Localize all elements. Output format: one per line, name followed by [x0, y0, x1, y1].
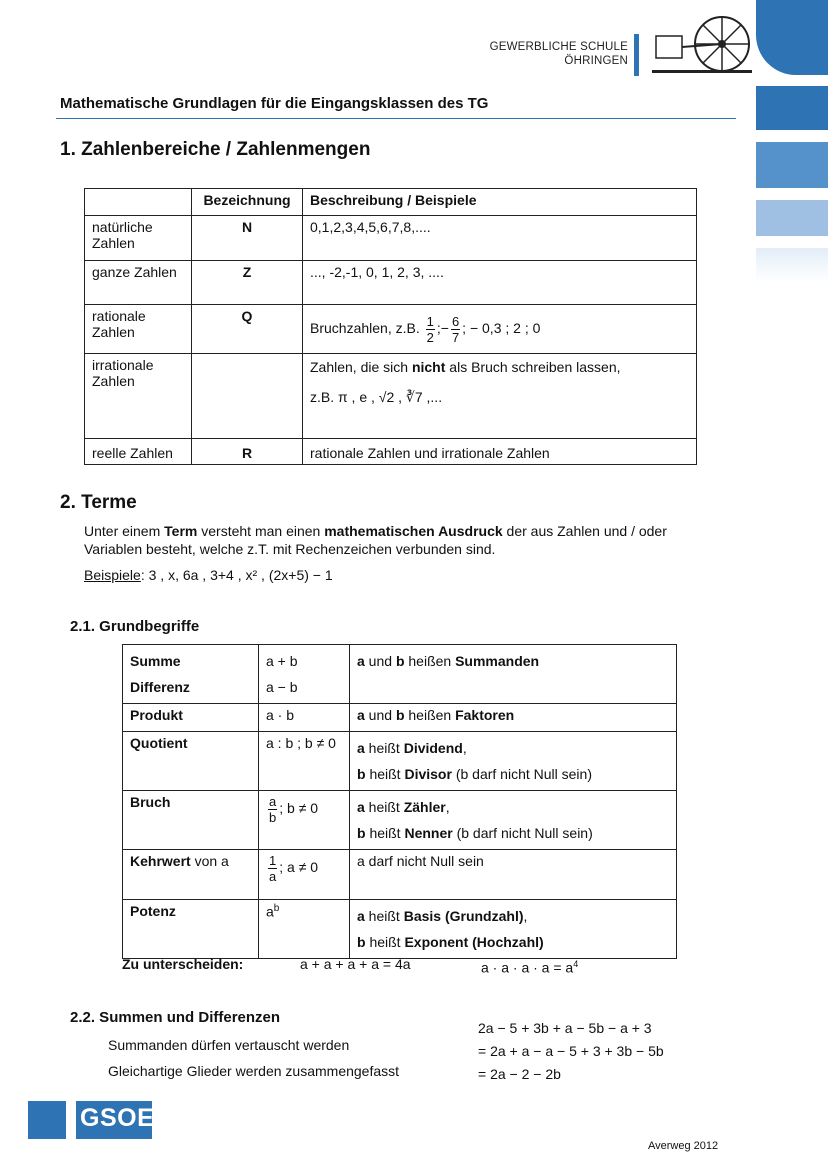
table-row	[123, 900, 677, 959]
table-row	[85, 216, 697, 261]
set-symbol: Z	[192, 261, 303, 305]
rule-combine: Gleichartige Glieder werden zusammengefasst	[108, 1063, 400, 1079]
header-accent-bar	[634, 34, 639, 76]
zu-unterscheiden-label: Zu unterscheiden:	[122, 956, 244, 972]
set-name: irrationale Zahlen	[85, 354, 192, 439]
sidebar-block	[756, 248, 828, 282]
steam-engine-logo	[652, 14, 752, 76]
term-description: a heißt Zähler, b heißt Nenner (b darf nicht Null sein)	[350, 791, 677, 850]
gsoe-logo-text: GSOE	[80, 1104, 155, 1132]
term-name: Quotient	[123, 732, 259, 791]
basic-terms-table	[122, 644, 677, 959]
header-empty	[85, 189, 192, 216]
set-symbol	[192, 354, 303, 439]
table-row	[123, 732, 677, 791]
set-description: rationale Zahlen und irrationale Zahlen	[303, 439, 697, 465]
title-rule	[56, 118, 736, 119]
table-header-row	[85, 189, 697, 216]
term-description: a darf nicht Null sein	[350, 850, 677, 900]
section-2-1-heading: 2.1. Grundbegriffe	[70, 618, 200, 635]
term-description: a und b heißen Summanden	[350, 645, 677, 704]
set-description: Zahlen, die sich nicht als Bruch schreiben lassen, z.B. π , e , √2 , ∛7 ,...	[303, 354, 697, 439]
set-name: rationale Zahlen	[85, 305, 192, 354]
term-description: a heißt Dividend, b heißt Divisor (b darf nicht Null sein)	[350, 732, 677, 791]
set-symbol: R	[192, 439, 303, 465]
section-1-heading: 1. Zahlenbereiche / Zahlenmengen	[60, 139, 371, 160]
section-2-heading: 2. Terme	[60, 492, 137, 513]
term-expression: a + b a − b	[259, 645, 350, 704]
set-name: natürliche Zahlen	[85, 216, 192, 261]
sidebar-block	[756, 86, 828, 130]
term-name: Potenz	[123, 900, 259, 959]
product-example: $a \cdot a \cdot a \cdot a = a^4$	[481, 959, 579, 976]
term-expression: a · b	[259, 704, 350, 732]
term-definition: Unter einem Term versteht man einen mathematischen Ausdruck der aus Zahlen und / oder Variablen besteht, welche z.T. mit Rechenzeichen verbunden sind.	[84, 523, 667, 557]
term-name: Kehrwert von a	[123, 850, 259, 900]
table-row	[123, 791, 677, 850]
term-name: Summe Differenz	[123, 645, 259, 704]
set-symbol: Q	[192, 305, 303, 354]
set-name: reelle Zahlen	[85, 439, 192, 465]
document-title: Mathematische Grundlagen für die Eingangsklassen des TG	[60, 95, 489, 112]
table-row	[123, 704, 677, 732]
col-header-beschreibung: Beschreibung / Beispiele	[303, 189, 697, 216]
fraction: $\frac{1}{a}$	[269, 853, 277, 884]
term-expression: $\frac{1}{a}$ ; a ≠ 0	[259, 850, 350, 900]
table-row	[123, 850, 677, 900]
gsoe-logo-notch	[66, 1101, 76, 1139]
section-2-2-heading: 2.2. Summen und Differenzen	[70, 1009, 281, 1026]
term-name: Produkt	[123, 704, 259, 732]
fraction: $\frac{a}{b}$	[269, 794, 277, 825]
set-name: ganze Zahlen	[85, 261, 192, 305]
author-credit: Averweg 2012	[648, 1140, 719, 1152]
examples-line: Beispiele: 3 , x, 6a , 3+4 , x² , (2x+5) − 1	[84, 567, 333, 583]
table-row	[123, 645, 677, 704]
term-description: a heißt Basis (Grundzahl), b heißt Exponent (Hochzahl)	[350, 900, 677, 959]
term-name: Bruch	[123, 791, 259, 850]
sidebar-block	[756, 142, 828, 188]
term-expression: a : b ; b ≠ 0	[259, 732, 350, 791]
term-description: a und b heißen Faktoren	[350, 704, 677, 732]
equation-block: 2a − 5 + 3b + a − 5b − a + 3 = 2a + a − a − 5 + 3 + 3b − 5b = 2a − 2 − 2b	[478, 1020, 664, 1082]
set-description: 0,1,2,3,4,5,6,7,8,....	[303, 216, 697, 261]
set-description: Bruchzahlen, z.B. $\frac{1}{2}$ ;− $\frac{6}{7}$ ; − 0,3 ; 2 ; 0	[303, 305, 697, 354]
fraction: $\frac{6}{7}$	[451, 313, 460, 345]
rule-commutative: Summanden dürfen vertauscht werden	[108, 1037, 350, 1053]
sidebar-block	[756, 200, 828, 236]
table-row	[85, 354, 697, 439]
term-expression: $\frac{a}{b}$ ; b ≠ 0	[259, 791, 350, 850]
col-header-bezeichnung: Bezeichnung	[192, 189, 303, 216]
sum-example: a + a + a + a = 4a	[300, 956, 411, 972]
school-name: GEWERBLICHE SCHULE ÖHRINGEN	[489, 41, 628, 67]
table-row	[85, 261, 697, 305]
set-symbol: N	[192, 216, 303, 261]
set-description: ..., -2,-1, 0, 1, 2, 3, ....	[303, 261, 697, 305]
sidebar-block	[756, 0, 828, 75]
table-row	[85, 439, 697, 465]
fraction: $\frac{1}{2}$	[426, 313, 434, 345]
number-sets-table	[84, 188, 697, 465]
table-row	[85, 305, 697, 354]
term-expression: $a^b$	[259, 900, 350, 959]
